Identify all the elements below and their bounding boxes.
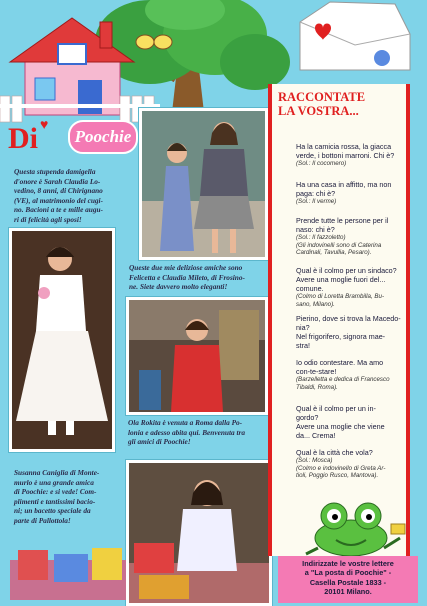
caption-susanna: Susanna Caniglia di Monte- murlo è una grande amica di Poochie: e si vede! Com- plimenti e tantissimi bacio- ni; un bacetto speciale da parte di Pallottola! <box>14 468 100 525</box>
caption-sarah: Questa stupenda damigella d'onore è Sarah Claudia Lo- vedino, 8 anni, di Chirignano (VE), al matrimonio del cugi- no. Bacioni a te e mille augu- ri di felicità agli sposi! <box>14 167 103 224</box>
riddle-7: Qual è il colmo per un in- gordo? Avere una moglie che viene da... Crema! <box>296 404 385 440</box>
riddle-8: Qual è la città che vola? (Sol.: Mosca) (Colmo e indovinello di Greta Ar- tioli, Poggio Rusco, Mantova). <box>296 448 386 480</box>
photo-two-girls <box>139 108 268 260</box>
riddle-1: Ha la camicia rossa, la giacca verde, i bottoni marroni. Chi è? (Sol.: Il cocomero) <box>296 142 395 167</box>
riddle-6: Io odio contestare. Ma amo con-te-stare! (Barzelletta e dedica di Francesco Tibaldi, Roma). <box>296 358 390 391</box>
toys-pile <box>10 540 126 600</box>
address-box: Indirizzate le vostre lettere a "La posta di Poochie" - Casella Postale 1833 - 20101 Milano. <box>278 556 418 603</box>
title-di: Di <box>8 122 38 155</box>
riddle-5: Pierino, dove si trova la Macedo- nia? Nel frigorifero, signora mae- stra! <box>296 314 401 350</box>
photo-ola <box>126 297 268 415</box>
caption-ola: Ola Rokita è venuta a Roma dalla Po- lonia e adesso abita qui. Benvenuta tra gli amici di Poochie! <box>128 418 245 447</box>
photo-bride-girl <box>9 228 115 452</box>
riddles-panel <box>268 84 410 556</box>
riddle-3: Prende tutte le persone per il naso: chi è? (Sol.: Il fazzoletto) (Gli indovinelli sono di Caterina Cardinali, Tavullia, Pesaro). <box>296 216 389 257</box>
riddle-2: Ha una casa in affitto, ma non paga: chi è? (Sol.: Il verme) <box>296 180 392 205</box>
riddle-4: Qual è il colmo per un sindaco? Avere una moglie fuori del... comune. (Colmo di Loretta Brambilla, Bu- sano, Milano). <box>296 266 397 308</box>
frog-mascot-icon <box>296 498 406 556</box>
panel-title: RACCONTATE LA VOSTRA... <box>278 90 366 118</box>
caption-mileto: Queste due mie deliziose amiche sono Felicetta e Claudia Mileto, di Frosino- ne. Siete davvero molto eleganti! <box>129 263 245 292</box>
title-heart: ♥ <box>40 116 49 132</box>
photo-susanna <box>126 460 272 606</box>
title-brand: Poochie <box>68 120 138 154</box>
